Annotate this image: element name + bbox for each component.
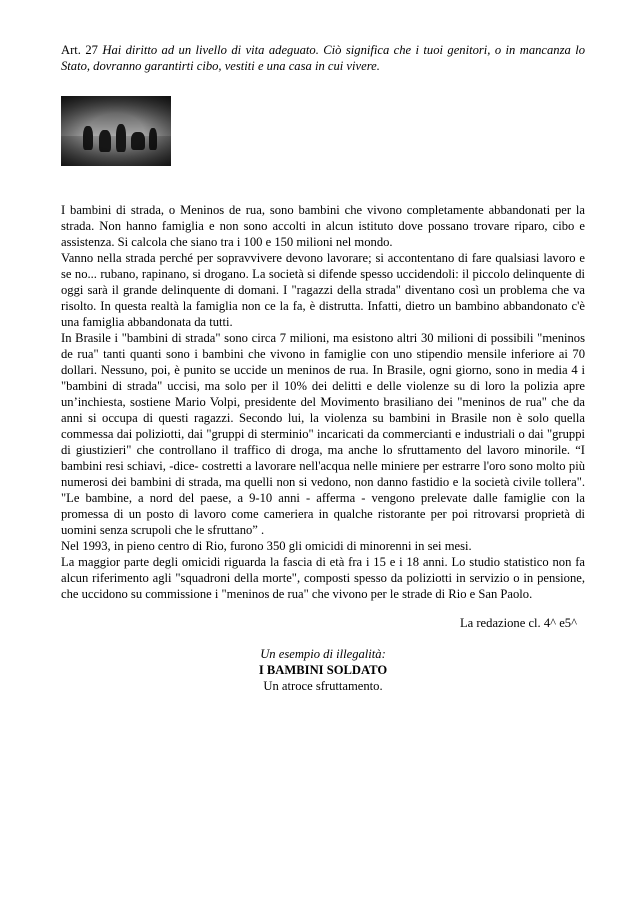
- article-text: Hai diritto ad un livello di vita adeguato. Ciò significa che i tuoi genitori, o in mancanza lo Stato, dovranno garantirti cibo, vestiti e una casa in cui vivere.: [61, 43, 585, 73]
- teaser-intro: Un esempio di illegalità:: [260, 647, 386, 661]
- body-text: [61, 202, 585, 602]
- next-article-teaser: [61, 646, 585, 694]
- teaser-title: I BAMBINI SOLDATO: [258, 663, 388, 677]
- paragraph: In Brasile i "bambini di strada" sono circa 7 milioni, ma esistono altri 30 milioni di possibili "meninos de rua" tanti quanti sono i bambini che vivono in famiglie con uno stipendio mensile inferiore ai 70 dollari. Nessuno, poi, è punito se uccide un meninos de rua. In Brasile, ogni giorno, sono in media 4 i "bambini di strada" uccisi, ma solo per il 10% dei delitti e delle violenze su di loro la polizia apre un’inchiesta, sostiene Mario Volpi, presidente del Movimento brasiliano dei "meninos de rua" che da anni si occupa di questi ragazzi. Secondo lui, la violenza su bambini in Brasile non è solo quella commessa dai poliziotti, dai "gruppi di sterminio" incaricati da commercianti e industriali o dai "gruppi di giustizieri" che controllano il traffico di droga, ma anche lo sfruttamento del lavoro minorile. “I bambini resi schiavi, -dice- costretti a lavorare nell'acqua nelle miniere per estrarre l'oro sono molto più numerosi dei bambini di strada, ma quelli non si vedono, non danno fastidio e la società civile tollera". "Le bambine, a nord del paese, a 9-10 anni - afferma - vengono prelevate dalle famiglie con la promessa di un posto di lavoro come cameriera in qualche ristorante per poi ritrovarsi proprietà di uomini senza scrupoli che le sfruttano” .: [61, 331, 585, 537]
- street-children-photo: [61, 96, 171, 166]
- paragraph: I bambini di strada, o Meninos de rua, sono bambini che vivono completamente abbandonati per la strada. Non hanno famiglia e non sono accolti in alcun istituto dove possano trovare riparo, cibo e assistenza. Si calcola che siano tra i 100 e 150 milioni nel mondo.: [61, 203, 585, 249]
- paragraph: Nel 1993, in pieno centro di Rio, furono 350 gli omicidi di minorenni in sei mesi.: [61, 539, 472, 553]
- paragraph: Vanno nella strada perché per sopravvivere devono lavorare; si accontentano di fare qualsiasi lavoro e se no... rubano, rapinano, si drogano. La società si difende spesso uccidendoli: il piccolo delinquente di oggi sarà il grande delinquente di domani. I "ragazzi della strada" diventano così un problema che va risolto. In questa realtà la famiglia non ce la fa, è distrutta. Infatti, dietro un bambino abbandonato c'è una famiglia abbandonata da tutti.: [61, 251, 585, 329]
- paragraph: La maggior parte degli omicidi riguarda la fascia di età fra i 15 e i 18 anni. Lo studio statistico non fa alcun riferimento agli "squadroni della morte", composti spesso da poliziotti in servizio o in pensione, che uccidono su commissione i "meninos de rua" che vivono per le strade di Rio e San Paolo.: [61, 555, 585, 601]
- article-27: [61, 42, 585, 74]
- article-number: Art. 27: [61, 43, 98, 57]
- teaser-subtitle: Un atroce sfruttamento.: [263, 679, 383, 693]
- signature: La redazione cl. 4^ e5^: [459, 616, 577, 630]
